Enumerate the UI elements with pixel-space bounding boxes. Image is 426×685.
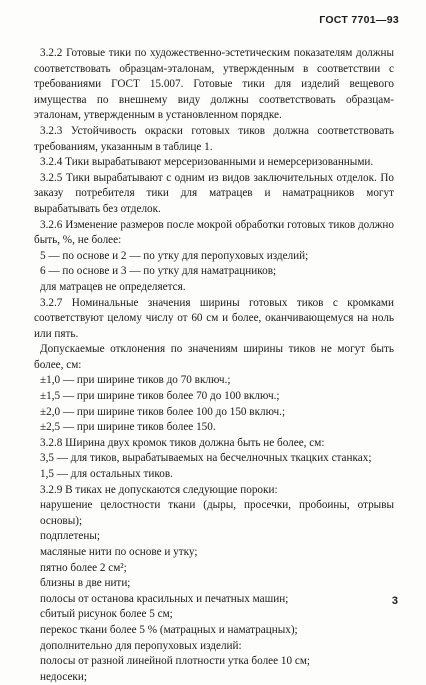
list-item: ±1,5 — при ширине тиков более 70 до 100 включ.; (40, 390, 280, 403)
list-item: 6 — по основе и 3 — по утку для наматрацников; (40, 265, 277, 278)
list-item: сбитый рисунок более 5 см; (40, 608, 173, 621)
page-number: 3 (391, 595, 398, 607)
list-item: нарушение целостности ткани (дыры, просечки, пробоины, отрывы основы); (40, 499, 394, 527)
document-body (34, 46, 394, 685)
list-item: близны в две нити; (40, 577, 131, 590)
clause-3-2-3: 3.2.3 Устойчивость окраски готовых тиков должна соответствовать требованиям, указанным в таблице 1. (34, 124, 394, 153)
list-item: 3,5 — для тиков, вырабатываемых на бесчелночных ткацких станках; (40, 452, 372, 465)
list-item: масляные нити по основе и утку; (40, 546, 198, 558)
clause-3-2-8: 3.2.8 Ширина двух кромок тиков должна быть не более, см: (40, 436, 325, 449)
list-item: ±2,5 — при ширине тиков более 150. (40, 421, 216, 434)
list-item: полосы от останова красильных и печатных машин; (40, 592, 289, 605)
list-item: недосеки; (40, 670, 87, 683)
clause-3-2-9: 3.2.9 В тиках не допускаются следующие пороки: (40, 483, 278, 496)
list-item: перекос ткани более 5 % (матрацных и наматрацных); (40, 623, 298, 636)
standard-header: ГОСТ 7701—93 (319, 14, 399, 26)
list-item: ±1,0 — при ширине тиков до 70 включ.; (40, 374, 231, 387)
list-item: 1,5 — для остальных тиков. (40, 468, 173, 481)
clause-3-2-6: 3.2.6 Изменение размеров после мокрой обработки готовых тиков должно быть, %, не более: (34, 218, 394, 247)
list-item: ±2,0 — при ширине тиков более 100 до 150 включ.; (40, 405, 286, 418)
clause-3-2-7: 3.2.7 Номинальные значения ширины готовых тиков с кромками соответствуют целому числу от 60 см и более, оканчивающемуся на ноль или пять. (34, 296, 394, 340)
clause-3-2-2: 3.2.2 Готовые тики по художественно-эстетическим показателям должны соответствовать образцам-эталонам, утвержденным в соответствии с требованиями ГОСТ 15.007. Готовые тики для изделий вещевого имущества по внешнему виду должны соответствовать образцам-эталонам, утвержденным в установленном порядке. (34, 47, 394, 122)
list-item: для матрацев не определяется. (40, 280, 186, 293)
clause-3-2-5: 3.2.5 Тики вырабатывают с одним из видов заключительных отделок. По заказу потребителя тики для матрацев и наматрацников могут вырабатывать без отделок. (34, 171, 394, 215)
list-item: дополнительно для перопуховых изделий: (40, 639, 242, 652)
list-item: полосы от разной линейной плотности утка более 10 см; (40, 655, 311, 668)
width-tolerance-intro: Допускаемые отклонения по значениям ширины тиков не могут быть более, см: (34, 343, 394, 371)
list-item: подплетены; (40, 530, 100, 543)
list-item: 5 — по основе и 2 — по утку для перопуховых изделий; (40, 249, 309, 262)
list-item: пятно более 2 см²; (40, 561, 127, 574)
clause-3-2-4: 3.2.4 Тики вырабатывают мерсеризованными и немерсеризованными. (40, 156, 374, 169)
